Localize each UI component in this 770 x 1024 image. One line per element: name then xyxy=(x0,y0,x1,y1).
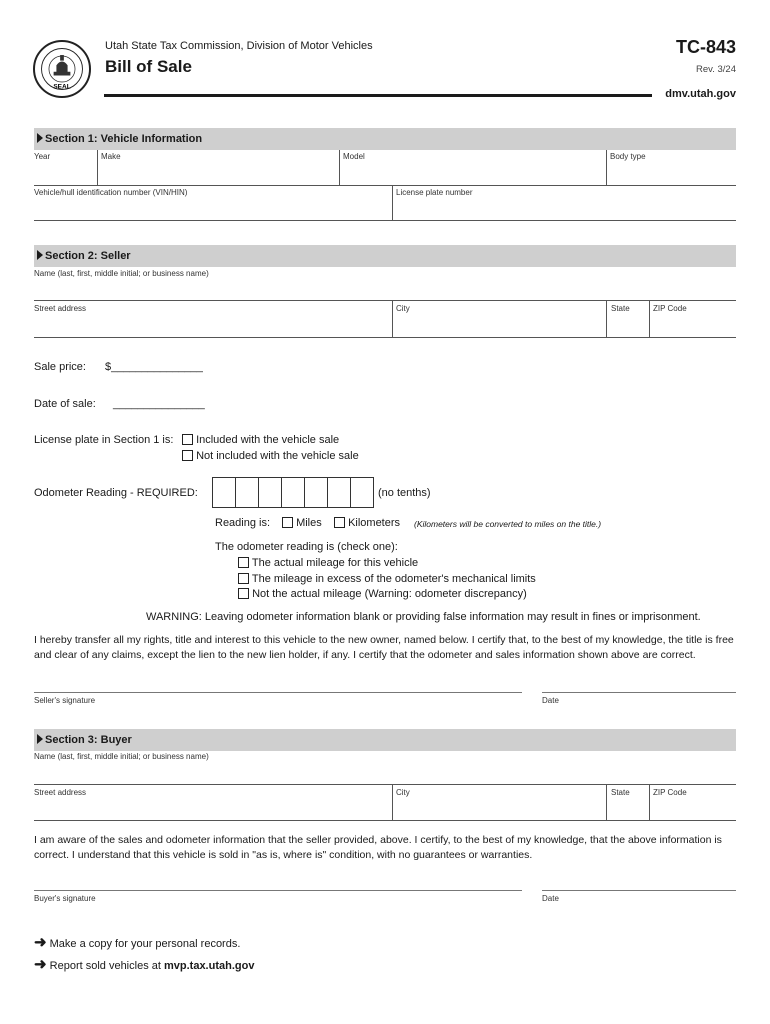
divider xyxy=(34,820,736,821)
odometer-digit-1[interactable] xyxy=(212,477,236,508)
website-link[interactable]: dmv.utah.gov xyxy=(665,88,736,100)
divider xyxy=(34,300,736,301)
excess-mileage-checkbox[interactable] xyxy=(238,573,249,584)
section2-header xyxy=(34,245,736,267)
odometer-question: The odometer reading is (check one): xyxy=(215,541,398,553)
reading-is-label: Reading is: xyxy=(215,517,271,529)
sale-price-label: Sale price: xyxy=(34,361,86,373)
buyer-date-label: Date xyxy=(542,894,559,903)
arrow-right-icon: ➜ xyxy=(34,956,47,973)
buyer-signature-label: Buyer's signature xyxy=(34,894,96,903)
seller-signature-label: Seller's signature xyxy=(34,696,96,705)
seller-date-label: Date xyxy=(542,696,559,705)
license-plate-label: License plate number xyxy=(396,188,473,197)
arrow-right-icon: ➜ xyxy=(34,934,47,951)
plate-included-option xyxy=(182,434,339,446)
odometer-digit-3[interactable] xyxy=(258,477,282,508)
buyer-name-label: Name (last, first, middle initial; or business name) xyxy=(34,752,209,761)
actual-mileage-checkbox[interactable] xyxy=(238,557,249,568)
miles-checkbox[interactable] xyxy=(282,517,293,528)
buyer-zip-label: ZIP Code xyxy=(653,788,687,797)
document-title: Bill of Sale xyxy=(105,57,192,76)
kilometers-checkbox[interactable] xyxy=(334,517,345,528)
date-of-sale-label: Date of sale: xyxy=(34,398,96,410)
make-label: Make xyxy=(101,152,121,161)
actual-mileage-text: The actual mileage for this vehicle xyxy=(251,557,419,569)
buyer-street-input[interactable] xyxy=(34,797,392,820)
seller-street-label: Street address xyxy=(34,304,87,313)
not-actual-mileage-checkbox[interactable] xyxy=(238,588,249,599)
agency-name: Utah State Tax Commission, Division of Motor Vehicles xyxy=(105,40,373,52)
section3-header xyxy=(34,729,736,751)
odometer-digit-6[interactable] xyxy=(327,477,351,508)
plate-included-text: Included with the vehicle sale xyxy=(196,434,340,446)
seller-transfer-statement: I hereby transfer all my rights, title and interest to this vehicle to the new owner, named below. I certify that, to the best of my knowledge, the title is free and clear of any claims, except the lien to the new lien holder, if any. I certify that the odometer and sales information shown above are correct. xyxy=(34,634,734,661)
kilometers-option xyxy=(334,517,400,529)
odometer-warning: WARNING: Leaving odometer information blank or providing false information may result in fines or imprisonment. xyxy=(146,611,701,623)
vin-label: Vehicle/hull identification number (VIN/HIN) xyxy=(34,188,188,197)
license-plate-input[interactable] xyxy=(393,196,736,220)
plate-not-included-checkbox[interactable] xyxy=(182,450,193,461)
report-sold-text: Report sold vehicles at xyxy=(49,960,164,972)
odometer-digit-7[interactable] xyxy=(350,477,374,508)
seller-name-label: Name (last, first, middle initial; or business name) xyxy=(34,269,209,278)
body-type-label: Body type xyxy=(610,152,646,161)
vin-input[interactable] xyxy=(34,196,392,220)
odometer-digit-5[interactable] xyxy=(304,477,328,508)
seller-signature-line[interactable] xyxy=(34,692,522,693)
copy-records-note xyxy=(34,933,240,951)
divider xyxy=(34,337,736,338)
divider xyxy=(34,784,736,785)
excess-mileage-text: The mileage in excess of the odometer's mechanical limits xyxy=(251,573,536,585)
plate-not-included-text: Not included with the vehicle sale xyxy=(196,450,359,462)
section2-title: Section 2: Seller xyxy=(45,250,131,262)
seller-zip-label: ZIP Code xyxy=(653,304,687,313)
report-sold-note xyxy=(34,955,254,973)
actual-mileage-option xyxy=(238,557,418,569)
buyer-state-label: State xyxy=(611,788,630,797)
kilometers-text: Kilometers xyxy=(348,517,401,529)
model-label: Model xyxy=(343,152,365,161)
seller-date-line[interactable] xyxy=(542,692,736,693)
buyer-state-input[interactable] xyxy=(607,797,649,820)
form-number: TC-843 xyxy=(675,37,736,57)
seller-state-input[interactable] xyxy=(607,314,649,337)
vehicle-row1-line xyxy=(34,185,736,186)
miles-option xyxy=(282,517,322,529)
seal-text: SEAL xyxy=(53,83,71,91)
buyer-date-line[interactable] xyxy=(542,890,736,891)
buyer-statement: I am aware of the sales and odometer information that the seller provided, above. I certify, to the best of my knowledge, that the above information is correct. I understand that this vehicle is sold in "as is, where is" condition, with no guarantees or warranties. xyxy=(34,834,722,861)
not-actual-mileage-option xyxy=(238,588,527,600)
state-seal-logo xyxy=(33,40,91,98)
seller-state-label: State xyxy=(611,304,630,313)
kilometers-note: (Kilometers will be converted to miles on the title.) xyxy=(414,519,602,529)
buyer-city-input[interactable] xyxy=(393,797,606,820)
vehicle-row1-input-area[interactable] xyxy=(34,158,736,185)
buyer-name-input[interactable] xyxy=(34,762,736,784)
year-label: Year xyxy=(34,152,51,161)
odometer-digit-2[interactable] xyxy=(235,477,259,508)
section3-title: Section 3: Buyer xyxy=(45,734,132,746)
triangle-icon xyxy=(37,734,43,744)
section1-header xyxy=(34,128,736,150)
vehicle-row2-line xyxy=(34,220,736,221)
plate-status-label: License plate in Section 1 is: xyxy=(34,434,174,446)
seller-zip-input[interactable] xyxy=(650,314,736,337)
seller-city-label: City xyxy=(396,304,410,313)
plate-not-included-option xyxy=(182,450,359,462)
odometer-digit-4[interactable] xyxy=(281,477,305,508)
seller-name-input[interactable] xyxy=(34,278,736,300)
buyer-street-label: Street address xyxy=(34,788,87,797)
copy-records-text: Make a copy for your personal records. xyxy=(49,938,241,950)
not-actual-mileage-text: Not the actual mileage (Warning: odometer discrepancy) xyxy=(252,588,527,600)
odometer-label: Odometer Reading - REQUIRED: xyxy=(34,487,198,499)
date-of-sale-field[interactable]: _______________ xyxy=(113,398,205,410)
header-rule xyxy=(104,94,652,97)
revision-date: Rev. 3/24 xyxy=(696,64,736,75)
mvp-website-link[interactable]: mvp.tax.utah.gov xyxy=(163,960,255,972)
buyer-zip-input[interactable] xyxy=(650,797,736,820)
seller-city-input[interactable] xyxy=(393,314,606,337)
section1-title: Section 1: Vehicle Information xyxy=(45,133,203,145)
sale-price-field[interactable]: $_______________ xyxy=(105,361,203,373)
seller-street-input[interactable] xyxy=(34,314,392,337)
plate-included-checkbox[interactable] xyxy=(182,434,193,445)
triangle-icon xyxy=(37,133,43,143)
buyer-city-label: City xyxy=(396,788,410,797)
triangle-icon xyxy=(37,250,43,260)
miles-text: Miles xyxy=(296,517,322,529)
no-tenths-note: (no tenths) xyxy=(378,487,431,499)
excess-mileage-option xyxy=(238,573,536,585)
buyer-signature-line[interactable] xyxy=(34,890,522,891)
